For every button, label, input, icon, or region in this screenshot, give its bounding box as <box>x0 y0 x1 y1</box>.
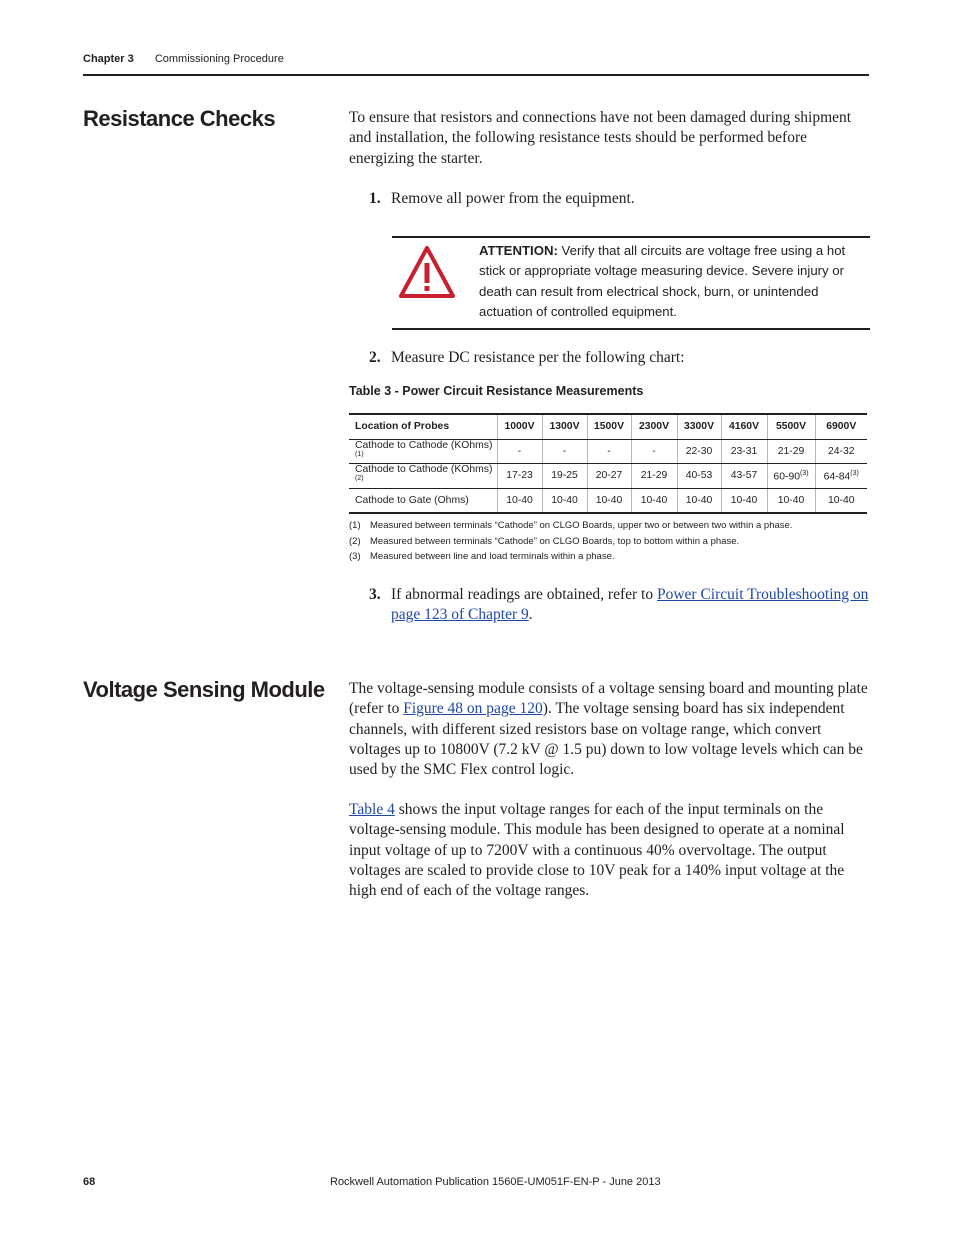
table-cell: 22-30 <box>677 439 721 464</box>
probe-location: Cathode to Cathode (KOhms)$^{(1)}$ <box>349 439 497 464</box>
table-cell: 64-84$^{(3)}$ <box>815 464 867 489</box>
table-header-row <box>349 414 867 439</box>
resistance-table <box>349 413 867 514</box>
table-cell: 43-57 <box>721 464 767 489</box>
table-caption: Table 3 - Power Circuit Resistance Measurements <box>349 384 644 398</box>
section-label: Commissioning Procedure <box>154 53 284 65</box>
table-cell: 10-40 <box>767 488 815 513</box>
table-cell: 10-40 <box>497 488 542 513</box>
column-header: 4160V <box>721 414 767 439</box>
column-header: 1500V <box>587 414 631 439</box>
troubleshooting-link[interactable]: Power Circuit Troubleshooting on page 123 of Chapter 9 <box>391 586 869 624</box>
column-header: 2300V <box>631 414 677 439</box>
attention-top-rule <box>392 236 870 238</box>
column-header: 5500V <box>767 414 815 439</box>
step-number: 1. <box>369 190 381 207</box>
probe-location: Cathode to Gate (Ohms) <box>349 488 497 513</box>
footnote: (3) Measured between line and load terminals within a phase. <box>349 551 615 562</box>
table-4-link[interactable]: Table 4 <box>349 801 395 818</box>
table-cell: 60-90$^{(3)}$ <box>767 464 815 489</box>
table-cell: - <box>587 439 631 464</box>
step-2 <box>369 348 869 369</box>
attention-bottom-rule <box>392 328 870 330</box>
chapter-label: Chapter 3 <box>83 53 134 65</box>
table-cell: 10-40 <box>677 488 721 513</box>
table-cell: 21-29 <box>767 439 815 464</box>
running-header <box>83 53 284 65</box>
table-cell: 40-53 <box>677 464 721 489</box>
table-cell: 10-40 <box>631 488 677 513</box>
voltage-paragraph-2: Table 4 shows the input voltage ranges for each of the input terminals on the voltage-sensing module. This module has been designed to operate at a nominal input voltage of up to 7200V with a continuous 40% overvoltage. The output voltages are scaled to provide close to 10V peak for a 140% input voltage at the high end of each of the voltage ranges. <box>349 801 845 900</box>
column-header: 3300V <box>677 414 721 439</box>
table-cell: 21-29 <box>631 464 677 489</box>
page-number: 68 <box>83 1176 96 1188</box>
publication-footer: Rockwell Automation Publication 1560E-UM051F-EN-P - June 2013 <box>330 1176 661 1188</box>
footnote: (1) Measured between terminals “Cathode” on CLGO Boards, upper two or between two within a phase. <box>349 520 793 531</box>
table-cell: 10-40 <box>542 488 587 513</box>
footnote: (2) Measured between terminals “Cathode” on CLGO Boards, top to bottom within a phase. <box>349 536 740 547</box>
table-cell: 10-40 <box>721 488 767 513</box>
voltage-sensing-heading: Voltage Sensing Module <box>83 677 325 702</box>
table-row <box>349 488 867 513</box>
step-number: 3. <box>369 586 381 603</box>
attention-label: ATTENTION: <box>479 243 558 258</box>
table-cell: 24-32 <box>815 439 867 464</box>
column-header: 1000V <box>497 414 542 439</box>
table-cell: - <box>497 439 542 464</box>
voltage-paragraph-1: The voltage-sensing module consists of a voltage sensing board and mounting plate (refer to Figure 48 on page 120). The voltage sensing board has six independent channels, with different sized resistors base on voltage range, which convert voltages up to 10800V (7.2 kV @ 1.5 pu) down to low voltage levels which can be used by the SMC Flex control logic. <box>349 680 868 779</box>
step-text: Measure DC resistance per the following chart: <box>391 349 685 366</box>
table-cell: 20-27 <box>587 464 631 489</box>
column-header: Location of Probes <box>349 414 497 439</box>
resistance-intro: To ensure that resistors and connections have not been damaged during shipment and installation, the following resistance tests should be performed before energizing the starter. <box>349 109 852 167</box>
table-cell: 23-31 <box>721 439 767 464</box>
probe-location: Cathode to Cathode (KOhms)$^{(2)}$ <box>349 464 497 489</box>
warning-triangle-icon <box>398 245 458 299</box>
table-row <box>349 439 867 464</box>
table-cell: - <box>631 439 677 464</box>
table-cell: - <box>542 439 587 464</box>
table-cell: 17-23 <box>497 464 542 489</box>
resistance-checks-heading: Resistance Checks <box>83 106 276 131</box>
step-3 <box>369 585 869 627</box>
table-cell: 19-25 <box>542 464 587 489</box>
step-text: If abnormal readings are obtained, refer to Power Circuit Troubleshooting on page 123 of Chapter 9. <box>391 586 869 624</box>
step-text: Remove all power from the equipment. <box>391 190 635 207</box>
column-header: 6900V <box>815 414 867 439</box>
table-cell: 10-40 <box>815 488 867 513</box>
column-header: 1300V <box>542 414 587 439</box>
step-number: 2. <box>369 349 381 366</box>
header-rule <box>83 74 869 76</box>
attention-body: Verify that all circuits are voltage free using a hot stick or appropriate voltage measuring device. Severe injury or death can result from electrical shock, burn, or unintended actuation of controlled equipment. <box>479 243 846 319</box>
table-row <box>349 464 867 489</box>
figure-48-link[interactable]: Figure 48 on page 120 <box>403 700 543 718</box>
attention-text <box>479 241 863 322</box>
step-1 <box>369 189 869 210</box>
table-cell: 10-40 <box>587 488 631 513</box>
